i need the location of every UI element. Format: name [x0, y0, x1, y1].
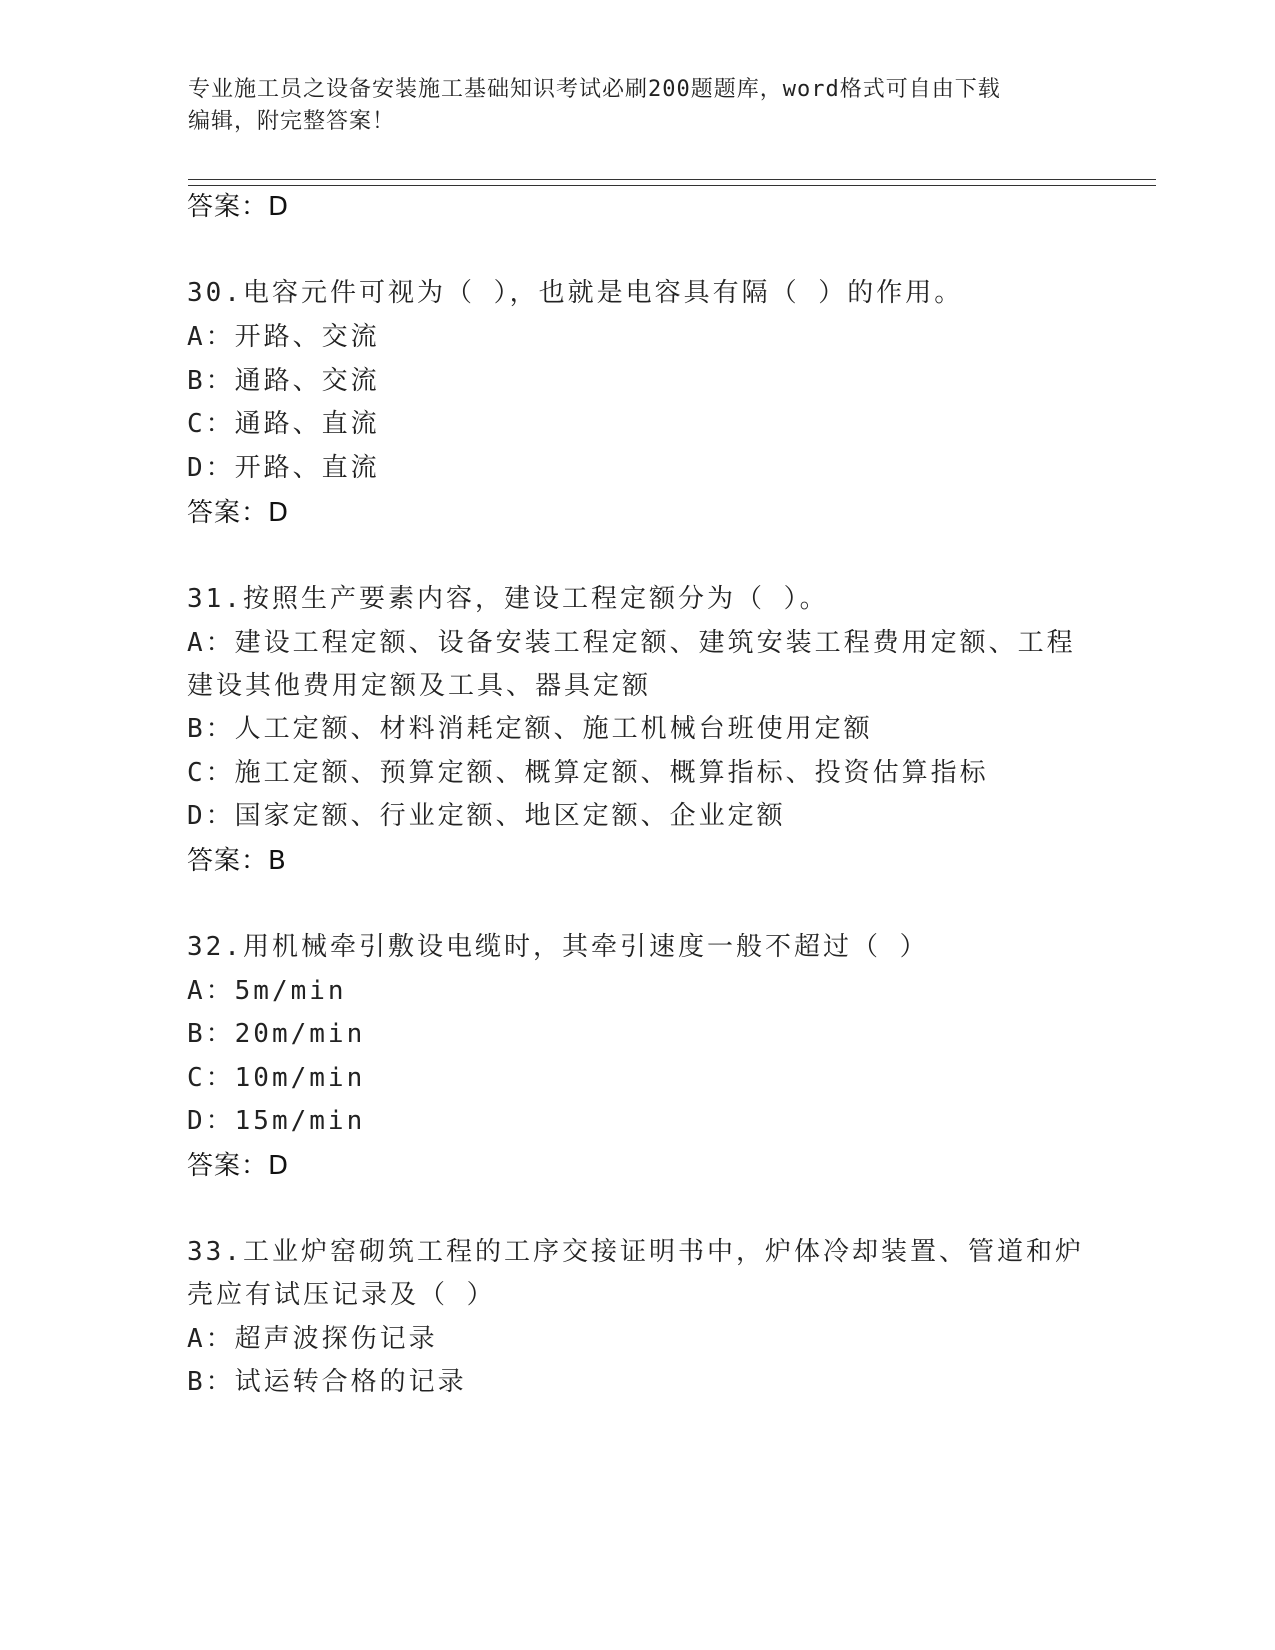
question-31-answer: 答案：B [187, 846, 287, 876]
question-31-option-a: A：建设工程定额、设备安装工程定额、建筑安装工程费用定额、工程 [187, 628, 1076, 658]
question-33-stem-continued: 壳应有试压记录及（ ） [187, 1280, 496, 1310]
question-32-option-d: D：15m/min [187, 1106, 366, 1136]
question-31-option-d: D：国家定额、行业定额、地区定额、企业定额 [187, 801, 786, 831]
question-30-option-b: B：通路、交流 [187, 366, 380, 396]
header-title-line-1: 专业施工员之设备安装施工基础知识考试必刷200题题库，word格式可自由下载 [188, 77, 1001, 102]
page-header [188, 74, 1088, 138]
question-33-option-a: A：超声波探伤记录 [187, 1324, 438, 1354]
question-30-stem: 30.电容元件可视为（ ），也就是电容具有隔（ ）的作用。 [187, 278, 964, 308]
question-31-stem: 31.按照生产要素内容，建设工程定额分为（ ）。 [187, 584, 829, 614]
header-divider-bottom [188, 185, 1156, 186]
question-30-option-c: C：通路、直流 [187, 409, 380, 439]
question-32-option-c: C：10m/min [187, 1063, 366, 1093]
question-32-answer: 答案：D [187, 1151, 290, 1181]
question-33-option-b: B：试运转合格的记录 [187, 1367, 467, 1397]
question-31-option-a-continued: 建设其他费用定额及工具、器具定额 [187, 671, 652, 701]
question-32-option-b: B：20m/min [187, 1019, 366, 1049]
header-title-line-2: 编辑，附完整答案！ [188, 109, 396, 134]
question-30-option-d: D：开路、直流 [187, 453, 380, 483]
question-30-answer: 答案：D [187, 498, 290, 528]
question-31-option-b: B：人工定额、材料消耗定额、施工机械台班使用定额 [187, 714, 873, 744]
header-divider-top [188, 179, 1156, 180]
question-32-stem: 32.用机械牵引敷设电缆时，其牵引速度一般不超过（ ） [187, 932, 929, 962]
question-32-option-a: A：5m/min [187, 976, 347, 1006]
question-30-option-a: A：开路、交流 [187, 322, 380, 352]
question-33-stem: 33.工业炉窑砌筑工程的工序交接证明书中，炉体冷却装置、管道和炉 [187, 1237, 1084, 1267]
question-31-option-c: C：施工定额、预算定额、概算定额、概算指标、投资估算指标 [187, 758, 989, 788]
previous-answer: 答案：D [187, 192, 290, 222]
